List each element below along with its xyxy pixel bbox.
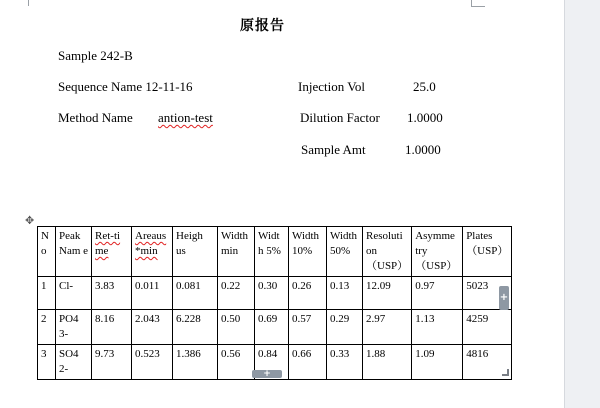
header-asymmetry: Asymme try （USP）: [412, 227, 463, 277]
sample-amt-value: 1.0000: [405, 142, 441, 157]
header-peak-name: Peak Nam e: [56, 227, 92, 277]
cell-res: 2.97: [363, 310, 412, 345]
sample-amt-label: Sample Amt: [301, 142, 366, 157]
cell-height: 6.228: [173, 310, 218, 345]
cell-plates: 5023: [463, 277, 512, 310]
window-right-pane: [564, 0, 600, 408]
method-name-value: antion-test: [158, 110, 213, 125]
cell-height: 0.081: [173, 277, 218, 310]
dilution-factor-value: 1.0000: [407, 110, 443, 125]
header-width-10: Width 10%: [289, 227, 327, 277]
cell-no: 3: [38, 345, 56, 380]
page-corner-mark: [471, 6, 485, 7]
cell-wmin: 0.22: [218, 277, 255, 310]
report-title: 原报告: [240, 18, 285, 34]
cell-ret: 3.83: [92, 277, 132, 310]
add-row-button[interactable]: +: [252, 370, 282, 378]
cell-asym: 0.97: [412, 277, 463, 310]
cell-ret: 9.73: [92, 345, 132, 380]
cell-no: 2: [38, 310, 56, 345]
cell-plates: 4259: [463, 310, 512, 345]
table-header-row: [38, 227, 512, 277]
header-width-5: Widt h 5%: [255, 227, 289, 277]
header-no: N o: [38, 227, 56, 277]
cell-asym: 1.09: [412, 345, 463, 380]
injection-vol-value: 25.0: [413, 79, 436, 94]
cell-peak: Cl-: [56, 277, 92, 310]
injection-vol-label: Injection Vol: [298, 79, 366, 94]
table-row: [38, 277, 512, 310]
cell-plates: 4816: [463, 345, 512, 380]
table-resize-handle-icon[interactable]: [502, 369, 509, 376]
cell-area: 2.043: [132, 310, 173, 345]
cell-no: 1: [38, 277, 56, 310]
cell-w5: 0.69: [255, 310, 289, 345]
cell-peak: SO4 2-: [56, 345, 92, 380]
cell-height: 1.386: [173, 345, 218, 380]
method-name-label: Method Name: [58, 110, 133, 125]
header-width-50: Width 50%: [327, 227, 363, 277]
cell-w5: 0.30: [255, 277, 289, 310]
table-move-handle-icon[interactable]: ✥: [25, 214, 35, 227]
header-area-text: Areaus *min: [135, 230, 167, 257]
header-resolution: Resoluti on （USP）: [363, 227, 412, 277]
table-row: [38, 310, 512, 345]
cell-res: 1.88: [363, 345, 412, 380]
cell-w10: 0.26: [289, 277, 327, 310]
cell-w50: 0.29: [327, 310, 363, 345]
add-column-button[interactable]: +: [499, 286, 509, 310]
header-plates: Plates （USP）: [463, 227, 512, 277]
sample-text: Sample 242-B: [58, 48, 133, 63]
header-width-min: Width min: [218, 227, 255, 277]
sequence-name-text: Sequence Name 12-11-16: [58, 79, 193, 94]
cell-w10: 0.66: [289, 345, 327, 380]
cell-area: 0.011: [132, 277, 173, 310]
cell-ret: 8.16: [92, 310, 132, 345]
cell-res: 12.09: [363, 277, 412, 310]
header-ret-time-text: Ret-ti me: [95, 230, 121, 257]
cell-w10: 0.57: [289, 310, 327, 345]
cell-wmin: 0.50: [218, 310, 255, 345]
header-ret-time: [92, 227, 132, 277]
cell-w5: 0.84: [255, 345, 289, 380]
cell-asym: 1.13: [412, 310, 463, 345]
cell-peak: PO4 3-: [56, 310, 92, 345]
cell-area: 0.523: [132, 345, 173, 380]
header-area: [132, 227, 173, 277]
dilution-factor-label: Dilution Factor: [300, 110, 380, 125]
page-corner-mark: [28, 0, 29, 6]
header-height: Heigh us: [173, 227, 218, 277]
cell-wmin: 0.56: [218, 345, 255, 380]
cell-w50: 0.33: [327, 345, 363, 380]
cell-w50: 0.13: [327, 277, 363, 310]
peak-results-table: [37, 226, 512, 380]
